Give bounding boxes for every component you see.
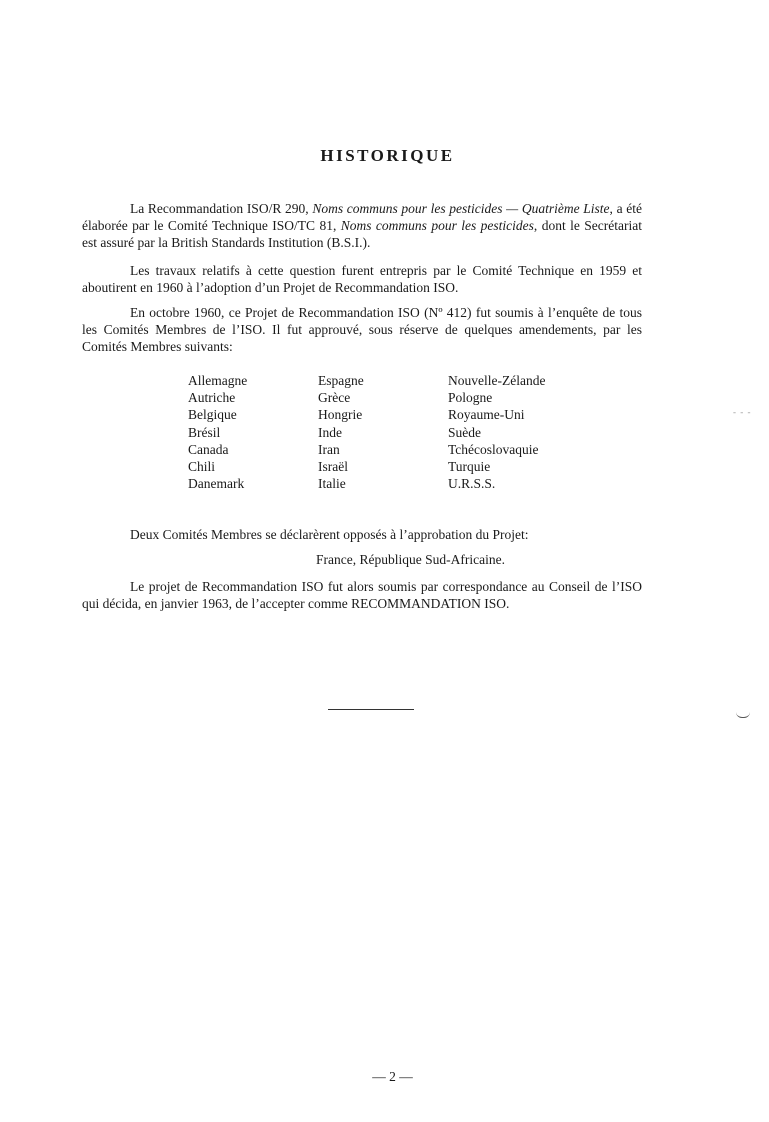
country-item: Brésil bbox=[188, 424, 221, 440]
country-item: Pologne bbox=[448, 390, 493, 406]
country-item: Inde bbox=[318, 424, 342, 440]
country-item: Turquie bbox=[448, 459, 491, 475]
paragraph-1-committee-italic: Noms communs pour les pesticides bbox=[340, 218, 534, 233]
paragraph-3-text: En octobre 1960, ce Projet de Recommandation ISO (Nº 412) fut soumis à l’enquête de tous les Comités Membres de l’ISO. Il fut approuvé, sous réserve de quelques amendements, par les Comités Membres suivants: bbox=[82, 305, 642, 354]
paragraph-1-title-italic: Noms communs pour les pesticides — Quatrième Liste bbox=[312, 201, 610, 216]
countries-column-2 bbox=[318, 372, 364, 492]
country-item: Hongrie bbox=[318, 407, 363, 423]
country-item: Danemark bbox=[188, 476, 245, 492]
country-item: U.R.S.S. bbox=[448, 476, 496, 492]
opposed-members: France, République Sud-Africaine. bbox=[316, 552, 505, 567]
country-item: Belgique bbox=[188, 407, 237, 423]
paragraph-5-text: Le projet de Recommandation ISO fut alors soumis par correspondance au Conseil de l’ISO qui décida, en janvier 1963, de l’accepter comme RECOMMANDATION ISO. bbox=[82, 579, 642, 611]
paragraph-2-text: Les travaux relatifs à cette question furent entrepris par le Comité Technique en 1959 et aboutirent en 1960 à l’adoption d’un Projet de Recommandation ISO. bbox=[82, 263, 642, 295]
country-item: Royaume-Uni bbox=[448, 407, 525, 423]
paragraph-3 bbox=[82, 304, 642, 355]
country-item: Iran bbox=[318, 441, 340, 457]
paragraph-1 bbox=[82, 200, 642, 251]
paragraph-1-text-c: , a été élaborée par le Comité Technique ISO/TC 81, bbox=[82, 201, 643, 233]
paragraph-4 bbox=[82, 526, 642, 543]
country-item: Espagne bbox=[318, 373, 364, 388]
country-item: Israël bbox=[318, 459, 348, 475]
country-item: Grèce bbox=[318, 390, 351, 406]
paragraph-4-text: Deux Comités Membres se déclarèrent opposés à l’approbation du Projet: bbox=[130, 527, 529, 542]
paragraph-2 bbox=[82, 262, 642, 296]
countries-column-3 bbox=[448, 372, 545, 492]
country-item: Tchécoslovaquie bbox=[448, 441, 539, 457]
country-item: Nouvelle-Zélande bbox=[448, 373, 546, 388]
country-item: Autriche bbox=[188, 390, 236, 406]
paragraph-1-text-a: La Recommandation ISO/R 290, bbox=[130, 201, 313, 216]
country-item: Chili bbox=[188, 459, 216, 475]
countries-column-1 bbox=[188, 372, 247, 492]
paragraph-1-text-e: , dont le Secrétariat est assuré par la British Standards Institution (B.S.I.). bbox=[82, 218, 642, 250]
paragraph-5 bbox=[82, 578, 642, 612]
page-number: — 2 — bbox=[372, 1069, 413, 1084]
section-divider bbox=[328, 709, 414, 710]
page-title: HISTORIQUE bbox=[320, 146, 455, 165]
scan-mark bbox=[736, 712, 750, 718]
scan-mark: - - - bbox=[733, 407, 752, 417]
country-item: Allemagne bbox=[188, 373, 248, 388]
country-item: Italie bbox=[318, 476, 346, 492]
country-item: Suède bbox=[448, 424, 481, 440]
country-item: Canada bbox=[188, 441, 229, 457]
